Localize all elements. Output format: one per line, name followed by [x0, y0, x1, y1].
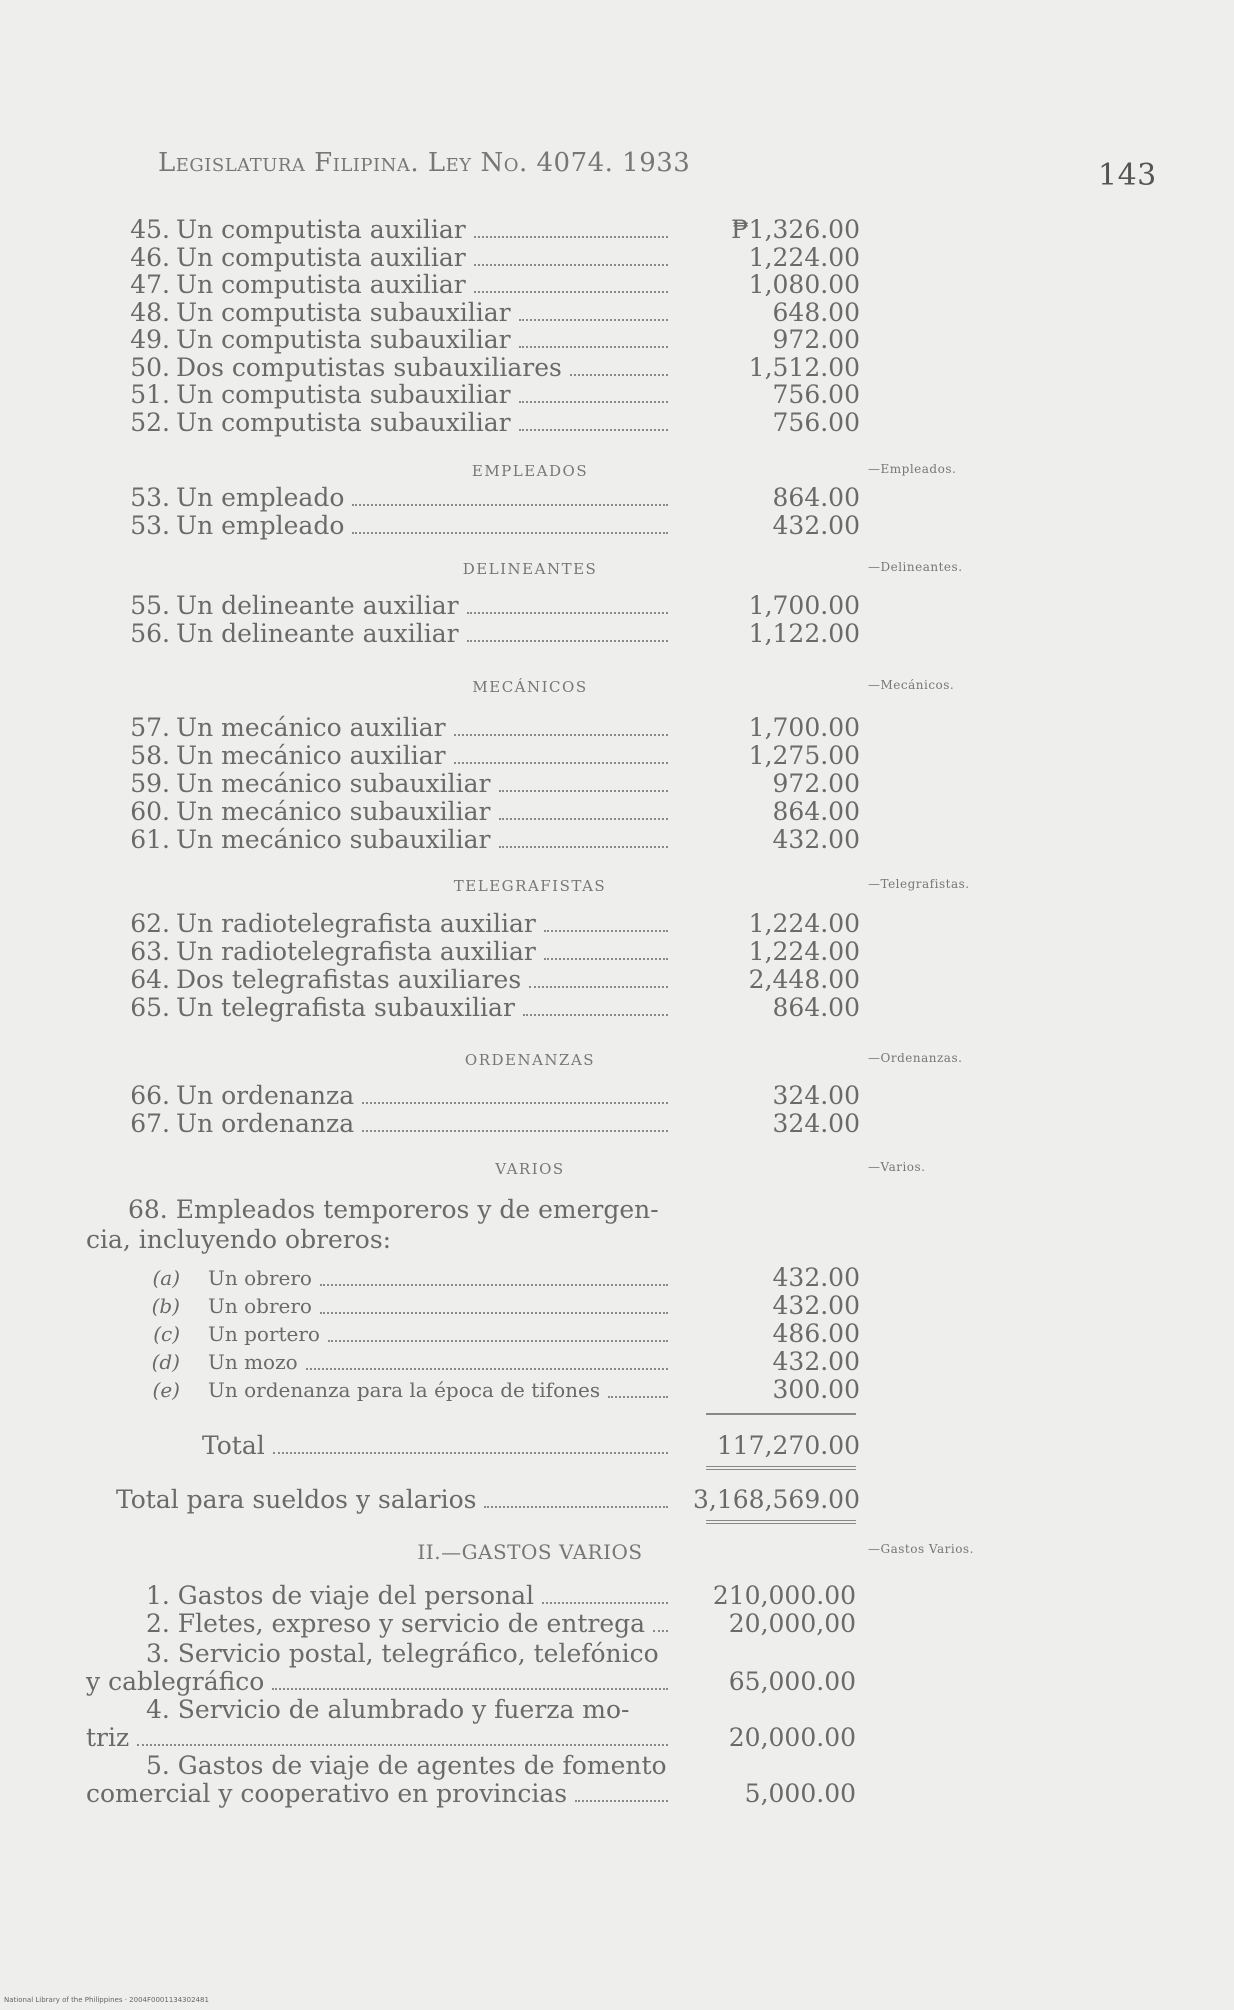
table-row [0, 1320, 860, 1348]
leader-dots [519, 346, 668, 348]
margin-note: —Telegrafistas. [868, 877, 970, 891]
table-row [0, 742, 860, 770]
leader-dots [544, 930, 668, 932]
leader-dots [653, 1630, 668, 1632]
table-row [0, 1264, 860, 1292]
item-amount: 1,224.00 [748, 937, 860, 966]
header-title: Legislatura Filipina. Ley No. 4074. 1933 [158, 148, 691, 178]
list-item-continuation: comercial y cooperativo en provincias [86, 1779, 568, 1808]
grand-total-amount: 3,168,569.00 [693, 1485, 860, 1514]
item-number: (e) [152, 1378, 180, 1402]
item-amount: 1,512.00 [748, 352, 860, 382]
item-number: 47. [130, 270, 170, 299]
item-description: Un computista auxiliar [176, 216, 466, 244]
item-number: 64. [130, 965, 170, 994]
item-description: Un ordenanza [176, 1110, 355, 1138]
total-double-rule [706, 1466, 856, 1470]
item-number: 63. [130, 937, 170, 966]
item-number: 52. [130, 407, 170, 437]
total-label: Total [202, 1432, 265, 1460]
item-amount: 2,448.00 [748, 965, 860, 994]
item-number: (d) [151, 1350, 180, 1374]
item-description: Un empleado [176, 484, 345, 512]
item-amount: 432.00 [772, 1291, 860, 1320]
table-row [0, 381, 860, 409]
item-amount: 210,000.00 [712, 1581, 856, 1610]
item-amount: 756.00 [772, 380, 860, 409]
item-description: Dos telegrafistas auxiliares [176, 966, 522, 994]
section-heading: EMPLEADOS [471, 462, 589, 480]
item-amount: 432.00 [772, 1263, 860, 1292]
item-amount: 1,122.00 [748, 619, 860, 648]
item-amount: 864.00 [772, 797, 860, 826]
item-amount: 432.00 [772, 825, 860, 854]
sum-rule [706, 1413, 856, 1415]
leader-dots [484, 1506, 668, 1508]
item-amount: 972.00 [772, 769, 860, 798]
table-row [0, 1110, 860, 1138]
item-number: 50. [130, 352, 170, 382]
table-row [0, 910, 860, 938]
leader-dots [608, 1396, 668, 1398]
item-description: Un delineante auxiliar [176, 620, 459, 648]
item-description: Un empleado [176, 512, 345, 540]
leader-dots [362, 1130, 668, 1132]
table-row [0, 620, 860, 648]
item-number: 49. [130, 325, 170, 354]
table-row [0, 938, 860, 966]
leader-dots [499, 818, 668, 820]
item-description: Un portero [208, 1322, 320, 1346]
list-item: 2. Fletes, expreso y servicio de entrega [146, 1609, 646, 1638]
item-amount: 486.00 [772, 1319, 860, 1348]
leader-dots [570, 374, 668, 376]
leader-dots [519, 429, 668, 431]
leader-dots [272, 1688, 668, 1690]
item-amount: 1,700.00 [748, 591, 860, 620]
item-amount: 1,224.00 [748, 909, 860, 938]
item-amount: 20,000,00 [728, 1609, 856, 1638]
item-description: Un mozo [208, 1350, 298, 1374]
item-amount: 756.00 [772, 407, 860, 437]
leader-dots [467, 640, 668, 642]
list-item-continuation: triz [86, 1723, 130, 1752]
leader-dots [320, 1284, 668, 1286]
leader-dots [474, 236, 668, 238]
item-amount: 432.00 [772, 511, 860, 540]
item-amount: 5,000.00 [744, 1779, 856, 1808]
grand-total-double-rule [706, 1520, 856, 1524]
leader-dots [519, 319, 668, 321]
item-amount: 1,080.00 [748, 270, 860, 299]
item-description: Un computista auxiliar [176, 271, 466, 299]
leader-dots [352, 532, 668, 534]
margin-note: —Mecánicos. [868, 678, 955, 692]
varios-intro-line1: 68. Empleados temporeros y de emergen- [128, 1195, 659, 1224]
item-amount: 864.00 [772, 483, 860, 512]
item-amount: 1,224.00 [748, 242, 860, 272]
list-item-continuation: y cablegráfico [86, 1667, 265, 1696]
table-row [0, 326, 860, 354]
scan-footer: National Library of the Philippines · 2004F0001134302481 [4, 1996, 209, 2004]
leader-dots [474, 264, 668, 266]
leader-dots [529, 986, 668, 988]
list-item: 4. Servicio de alumbrado y fuerza mo- [146, 1695, 630, 1724]
margin-note: —Gastos Varios. [868, 1542, 974, 1556]
table-row [0, 409, 860, 437]
margin-note: —Delineantes. [868, 560, 963, 574]
varios-intro-line2: cia, incluyendo obreros: [86, 1225, 392, 1254]
item-amount: ₱1,326.00 [731, 215, 860, 244]
leader-dots [519, 401, 668, 403]
item-description: Un mecánico subauxiliar [176, 770, 491, 798]
item-description: Un obrero [208, 1266, 312, 1290]
section-heading: TELEGRAFISTAS [453, 877, 607, 895]
leader-dots [575, 1800, 668, 1802]
grand-total-row [0, 1486, 860, 1514]
item-amount: 648.00 [772, 297, 860, 327]
item-number: 45. [130, 215, 170, 244]
item-description: Un ordenanza para la época de tifones [208, 1378, 601, 1402]
item-amount: 65,000.00 [728, 1667, 856, 1696]
item-number: 53. [130, 483, 170, 512]
item-description: Un radiotelegrafista auxiliar [176, 938, 536, 966]
leader-dots [523, 1014, 668, 1016]
leader-dots [544, 958, 668, 960]
leader-dots [474, 291, 668, 293]
item-number: (a) [152, 1266, 180, 1290]
item-amount: 20,000.00 [728, 1723, 856, 1752]
item-amount: 432.00 [772, 1347, 860, 1376]
leader-dots [352, 504, 668, 506]
item-amount: 972.00 [772, 325, 860, 354]
section-heading: ORDENANZAS [464, 1051, 596, 1069]
item-description: Un computista subauxiliar [176, 326, 511, 354]
item-description: Dos computistas subauxiliares [176, 353, 562, 382]
table-row [0, 770, 860, 798]
total-row [0, 1432, 860, 1460]
leader-dots [454, 762, 668, 764]
table-row [0, 826, 860, 854]
section-heading: II.—GASTOS VARIOS [417, 1540, 643, 1564]
item-number: 60. [130, 797, 170, 826]
leader-dots [454, 734, 668, 736]
item-number: 66. [130, 1081, 170, 1110]
item-description: Un obrero [208, 1294, 312, 1318]
grand-total-label: Total para sueldos y salarios [116, 1486, 477, 1514]
table-row [0, 1348, 860, 1376]
item-number: 65. [130, 993, 170, 1022]
item-number: 46. [130, 242, 170, 272]
leader-dots [499, 846, 668, 848]
item-description: Un radiotelegrafista auxiliar [176, 910, 536, 938]
table-row [0, 1082, 860, 1110]
table-row [0, 798, 860, 826]
item-description: Un mecánico subauxiliar [176, 826, 491, 854]
total-amount: 117,270.00 [716, 1431, 860, 1460]
item-number: 53. [130, 511, 170, 540]
section-heading: VARIOS [495, 1160, 565, 1178]
margin-note: —Ordenanzas. [868, 1051, 963, 1065]
table-row [0, 484, 860, 512]
item-number: 67. [130, 1109, 170, 1138]
item-number: (b) [151, 1294, 180, 1318]
item-description: Un computista subauxiliar [176, 381, 511, 409]
table-row [0, 216, 860, 244]
table-row [0, 966, 860, 994]
leader-dots [467, 612, 668, 614]
list-item: 5. Gastos de viaje de agentes de fomento [146, 1751, 667, 1780]
page-number: 143 [1098, 158, 1157, 193]
table-row [0, 714, 860, 742]
list-item: 3. Servicio postal, telegráfico, telefónico [146, 1639, 659, 1668]
leader-dots [328, 1340, 668, 1342]
item-description: Un ordenanza [176, 1082, 355, 1110]
leader-dots [499, 790, 668, 792]
item-description: Un computista subauxiliar [176, 298, 511, 327]
list-item: 1. Gastos de viaje del personal [146, 1581, 535, 1610]
item-amount: 864.00 [772, 993, 860, 1022]
running-header [158, 148, 1158, 193]
table-row [0, 512, 860, 540]
item-number: (c) [153, 1322, 180, 1346]
table-row [0, 1292, 860, 1320]
item-amount: 1,275.00 [748, 741, 860, 770]
item-number: 57. [130, 713, 170, 742]
item-description: Un computista auxiliar [176, 243, 466, 272]
table-row [0, 354, 860, 382]
section-heading: MECÁNICOS [472, 678, 588, 696]
leader-dots [542, 1602, 668, 1604]
item-number: 48. [130, 297, 170, 327]
item-amount: 324.00 [772, 1109, 860, 1138]
item-number: 55. [130, 591, 170, 620]
item-amount: 1,700.00 [748, 713, 860, 742]
item-number: 56. [130, 619, 170, 648]
table-row [0, 592, 860, 620]
leader-dots [306, 1368, 668, 1370]
item-description: Un mecánico auxiliar [176, 714, 446, 742]
table-row [0, 1376, 860, 1404]
item-description: Un telegrafista subauxiliar [176, 994, 515, 1022]
item-number: 51. [130, 380, 170, 409]
item-number: 58. [130, 741, 170, 770]
item-description: Un delineante auxiliar [176, 592, 459, 620]
item-description: Un mecánico auxiliar [176, 742, 446, 770]
item-description: Un computista subauxiliar [176, 408, 511, 437]
margin-note: —Empleados. [868, 462, 957, 476]
item-amount: 300.00 [772, 1375, 860, 1404]
table-row [0, 994, 860, 1022]
item-description: Un mecánico subauxiliar [176, 798, 491, 826]
leader-dots [137, 1744, 668, 1746]
table-row [0, 271, 860, 299]
item-number: 62. [130, 909, 170, 938]
margin-note: —Varios. [868, 1160, 926, 1174]
leader-dots [320, 1312, 668, 1314]
item-amount: 324.00 [772, 1081, 860, 1110]
leader-dots [273, 1452, 668, 1454]
item-number: 61. [130, 825, 170, 854]
table-row [0, 244, 860, 272]
section-heading: DELINEANTES [462, 560, 598, 578]
leader-dots [362, 1102, 668, 1104]
item-number: 59. [130, 769, 170, 798]
table-row [0, 299, 860, 327]
